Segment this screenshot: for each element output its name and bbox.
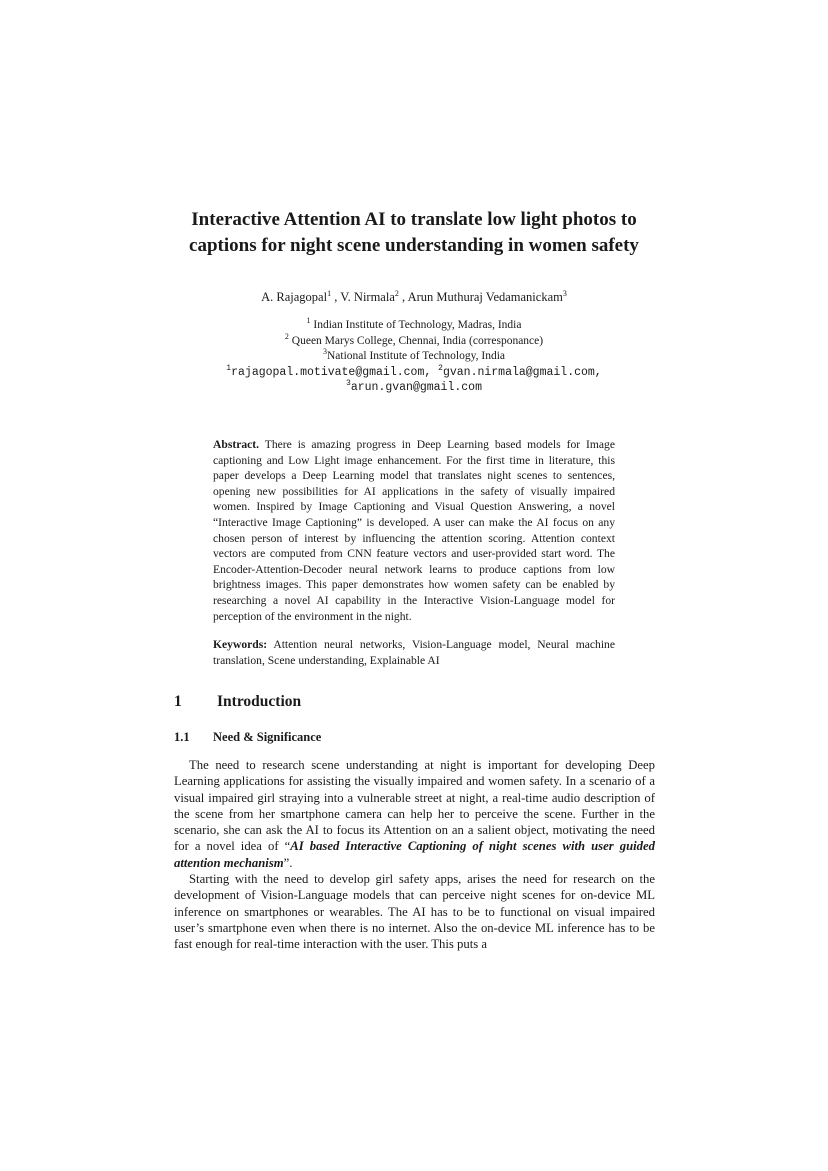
author-2: V. Nirmala (340, 290, 395, 304)
affiliation-3-superscript: 3 (322, 347, 327, 357)
email-2-superscript: 2 (438, 363, 443, 373)
affiliation-1-text: Indian Institute of Technology, Madras, India (310, 319, 522, 331)
affiliation-2-text: Queen Marys College, Chennai, India (corresponance) (288, 334, 544, 347)
section-number: 1 (174, 693, 182, 710)
affiliation-1-superscript: 1 (306, 316, 311, 326)
keywords-text: Attention neural networks, Vision-Language model, Neural machine translation, Scene understanding, Explainable AI (213, 638, 615, 667)
email-1[interactable]: rajagopal.motivate@gmail.com, (231, 365, 432, 379)
abstract (213, 437, 615, 624)
email-line-1 (150, 365, 678, 381)
paragraph-1-text-b: ”. (283, 855, 293, 870)
author-1-superscript: 1 (327, 288, 332, 298)
paragraph-1-text-a: The need to research scene understanding at night is important for developing Deep Learning applications for assisting the visually impaired and women safety. In a scenario of a visual impaired girl straying into a vulnerable street at night, a real-time audio description of the scene from her smartphone camera can help her to perceive the scene. Further in the scenario, she can ask the AI to focus its Attention on an a salient object, motivating the need for a novel idea of “ (174, 758, 655, 854)
author-3: Arun Muthuraj Vedamanickam (407, 290, 563, 304)
section-heading-introduction (174, 693, 301, 711)
paragraph-1-emphasis: AI based Interactive Captioning of night scenes with user guided attention mechanism (174, 839, 655, 870)
affiliation-3 (150, 349, 678, 365)
email-3-superscript: 3 (346, 379, 351, 389)
author-2-superscript: 2 (394, 288, 399, 298)
abstract-text: There is amazing progress in Deep Learning based models for Image captioning and Low Light image enhancement. For the first time in literature, this paper develops a Deep Learning model that translates night scenes to sentences, opening new possibilities for AI applications in the safety of visually impaired women. Inspired by Image Captioning and Visual Question Answering, a novel “Interactive Image Captioning” is developed. A user can make the AI focus on any chosen person of interest by influencing the attention scoring. Attention context vectors are computed from CNN feature vectors and user-provided start word. The Encoder-Attention-Decoder neural network learns to produce captions from low brightness images. This paper demonstrates how women safety can be enabled by researching a novel AI capability in the Interactive Vision-Language model for perception of the environment in the night. (213, 438, 615, 623)
keywords (213, 637, 615, 668)
author-separator-1: , (331, 290, 341, 304)
paragraph-1 (174, 757, 655, 871)
abstract-label: Abstract. (213, 438, 260, 451)
affiliation-1 (150, 318, 678, 334)
affiliations (150, 318, 678, 396)
author-list (150, 288, 678, 306)
author-separator-2: , (398, 290, 408, 304)
email-3[interactable]: arun.gvan@gmail.com (350, 381, 482, 394)
subsection-number: 1.1 (174, 730, 190, 744)
paper-title (150, 207, 678, 259)
affiliation-2-superscript: 2 (284, 331, 289, 341)
paragraph-2: Starting with the need to develop girl safety apps, arises the need for research on the development of Vision-Language models that can perceive night scenes for on-device ML inference on smartphones or wearables. The AI has to be to functional on visual impaired user’s smartphone even when there is no internet. Also the on-device ML inference has to be fast enough for real-time interaction with the user. This puts a (174, 872, 655, 952)
section-title: Introduction (217, 693, 302, 710)
paper-title-line-2: captions for night scene understanding in women safety (189, 235, 639, 256)
email-2[interactable]: gvan.nirmala@gmail.com, (442, 365, 602, 379)
affiliation-3-text: National Institute of Technology, India (326, 350, 506, 362)
subsection-heading-need-significance (174, 730, 321, 745)
affiliation-2 (150, 331, 678, 350)
body-text (174, 757, 655, 953)
author-3-superscript: 3 (562, 288, 567, 298)
subsection-title: Need & Significance (213, 730, 322, 744)
email-line-2 (150, 380, 678, 396)
email-1-superscript: 1 (226, 363, 232, 373)
paper-title-line-1: Interactive Attention AI to translate low light photos to (191, 209, 637, 230)
author-1: A. Rajagopal (261, 290, 328, 304)
keywords-label: Keywords: (213, 638, 268, 651)
